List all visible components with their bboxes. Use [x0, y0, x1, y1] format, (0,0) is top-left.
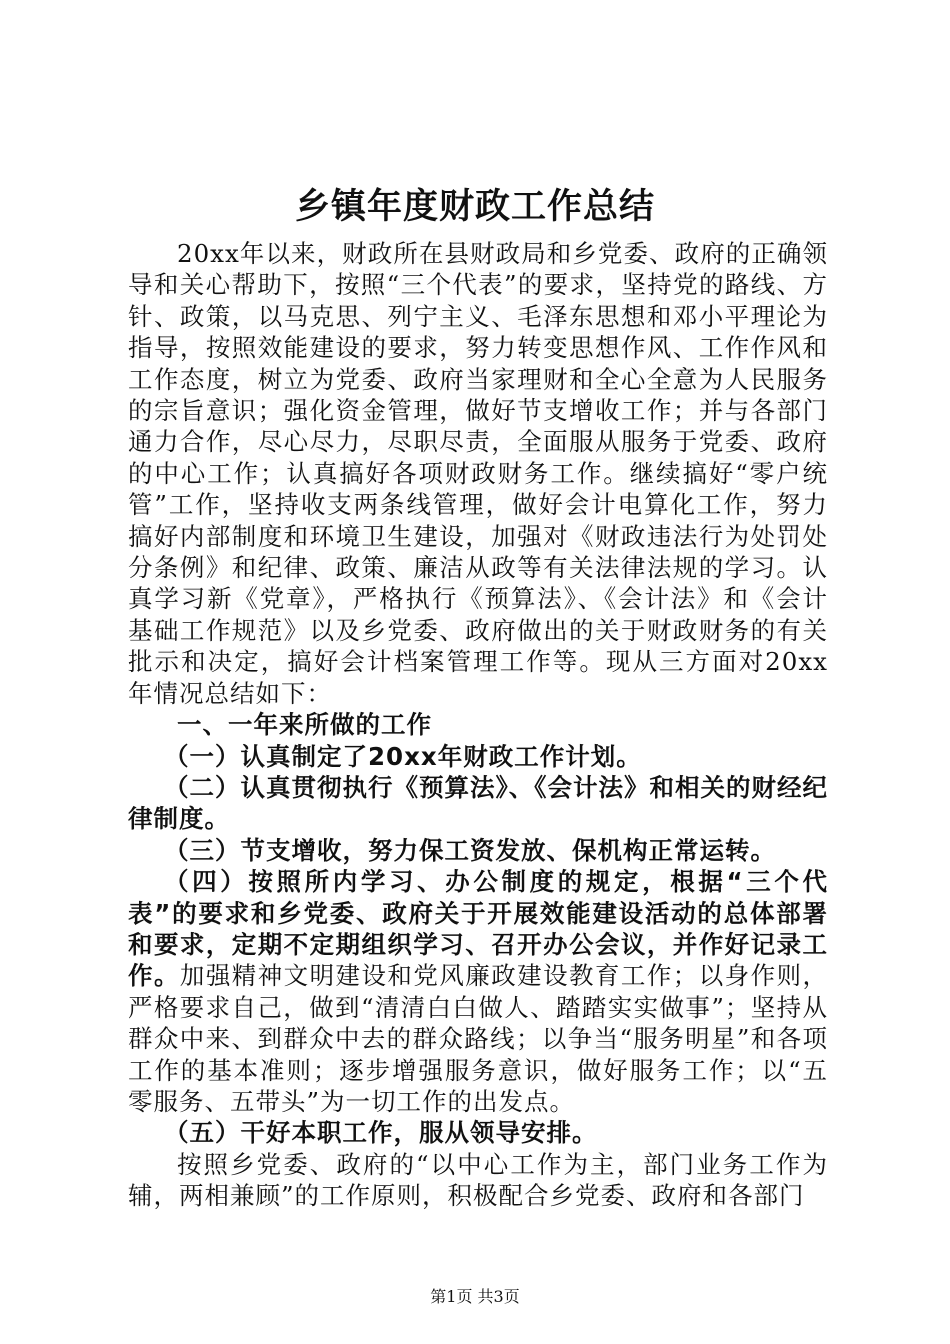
document-title: 乡镇年度财政工作总结 [294, 187, 655, 227]
section-heading-1: 一、一年来所做的工作 [177, 710, 432, 740]
final-paragraph: 按照乡党委、政府的“以中心工作为主，部门业务工作为辅，两相兼顾”的工作原则，积极配合乡党委、政府和各部门 [128, 1149, 828, 1211]
item-2: （二）认真贯彻执行《预算法》、《会计法》和相关的财经纪律制度。 [128, 772, 828, 834]
item-4-text: 加强精神文明建设和党风廉政建设教育工作；以身作则，严格要求自己，做到“清清白白做人、踏踏实实做事”；坚持从群众中来、到群众中去的群众路线；以争当“服务明星”和各项工作的基本准则；逐步增强服务意识，做好服务工作；以“五零服务、五带头”为一切工作的出发点。 [128, 961, 829, 1116]
item-4-paragraph [128, 866, 828, 1117]
item-5: （五）干好本职工作，服从领导安排。 [164, 1118, 598, 1148]
intro-paragraph: 20xx年以来，财政所在县财政局和乡党委、政府的正确领导和关心帮助下，按照“三个代表”的要求，坚持党的路线、方针、政策，以马克思、列宁主义、毛泽东思想和邓小平理论为指导，按照效能建设的要求，努力转变思想作风、工作作风和工作态度，树立为党委、政府当家理财和全心全意为人民服务的宗旨意识；强化资金管理，做好节支增收工作；并与各部门通力合作，尽心尽力，尽职尽责，全面服从服务于党委、政府的中心工作；认真搞好各项财政财务工作。继续搞好“零户统管”工作，坚持收支两条线管理，做好会计电算化工作，努力搞好内部制度和环境卫生建设，加强对《财政违法行为处罚处分条例》和纪律、政策、廉洁从政等有关法律法规的学习。认真学习新《党章》，严格执行《预算法》、《会计法》和《会计基础工作规范》以及乡党委、政府做出的关于财政财务的有关批示和决定，搞好会计档案管理工作等。现从三方面对20xx年情况总结如下： [128, 239, 828, 708]
document-body [128, 238, 828, 1212]
item-1: （一）认真制定了20xx年财政工作计划。 [164, 741, 642, 771]
item-3: （三）节支增收，努力保工资发放、保机构正常运转。 [164, 835, 776, 865]
item-4-heading: （四）按照所内学习、办公制度的规定，根据“三个代表”的要求和乡党委、政府关于开展效能建设活动的总体部署和要求，定期不定期组织学习、召开办公会议，并作好记录工作。 [128, 867, 828, 991]
page-footer: 第1页 共3页 [430, 1287, 520, 1306]
